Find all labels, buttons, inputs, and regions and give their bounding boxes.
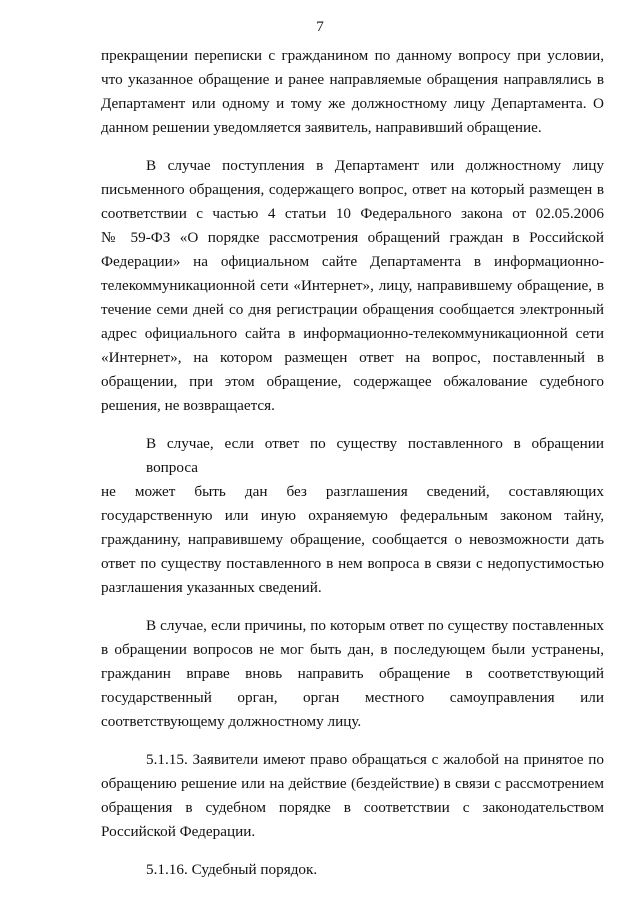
text-line: прекращении переписки с гражданином по данному вопросу при условии,	[101, 47, 604, 64]
text-line: обращению решение или на действие (бездействие) в связи с рассмотрением	[101, 775, 604, 792]
text-line: в обращении вопросов не мог быть дан, в последующем были устранены,	[101, 641, 604, 658]
text-line: гражданин вправе вновь направить обращение в соответствующий	[101, 665, 604, 682]
text-line: не может быть дан без разглашения сведений, составляющих	[101, 483, 604, 500]
paragraph-5-1-16	[101, 858, 604, 882]
text-line: соответствующему должностному лицу.	[101, 713, 362, 730]
text-line: обращения в судебном порядке в соответствии с законодательством	[101, 799, 604, 816]
page-number: 7	[316, 18, 324, 35]
text-line: Российской Федерации.	[101, 823, 256, 840]
text-line: обращении, при этом обращение, содержащее обжалование судебного	[101, 373, 604, 390]
text-line: № 59-ФЗ «О порядке рассмотрения обращений граждан в Российской	[101, 229, 604, 246]
paragraph-secret-info	[101, 432, 604, 600]
text-line: В случае, если причины, по которым ответ по существу поставленных	[146, 617, 604, 634]
text-line: письменного обращения, содержащего вопрос, ответ на который размещен в	[101, 181, 604, 198]
text-line: течение семи дней со дня регистрации обращения сообщается электронный	[101, 301, 604, 318]
text-line: адрес официального сайта в информационно-телекоммуникационной сети	[101, 325, 604, 342]
text-line: решения, не возвращается.	[101, 397, 275, 414]
text-line: Департамент или одному и тому же должностному лицу Департамента. О	[101, 95, 604, 112]
paragraph-website-answer	[101, 154, 604, 418]
text-line: телекоммуникационной сети «Интернет», лицу, направившему обращение, в	[101, 277, 604, 294]
text-line: государственный орган, орган местного самоуправления или	[101, 689, 604, 706]
paragraph-5-1-15	[101, 748, 604, 844]
text-line: ответ по существу поставленного в нем вопроса в связи с недопустимостью	[101, 555, 604, 572]
text-line: В случае, если ответ по существу поставленного в обращении вопроса	[146, 435, 604, 476]
text-line: соответствии с частью 4 статьи 10 Федерального закона от 02.05.2006	[101, 205, 604, 222]
text-line: данном решении уведомляется заявитель, направивший обращение.	[101, 119, 542, 136]
text-line: разглашения указанных сведений.	[101, 579, 322, 596]
paragraph-continuation	[101, 44, 604, 140]
text-line: 5.1.16. Судебный порядок.	[146, 861, 318, 878]
text-line: что указанное обращение и ранее направляемые обращения направлялись в	[101, 71, 604, 88]
text-line: Федерации» на официальном сайте Департамента в информационно-	[101, 253, 604, 270]
text-line: 5.1.15. Заявители имеют право обращаться с жалобой на принятое по	[146, 751, 604, 768]
paragraph-reasons-removed	[101, 614, 604, 734]
text-line: государственную или иную охраняемую федеральным законом тайну,	[101, 507, 604, 524]
text-line: гражданину, направившему обращение, сообщается о невозможности дать	[101, 531, 604, 548]
text-line: В случае поступления в Департамент или должностному лицу	[146, 157, 604, 174]
text-line: «Интернет», на котором размещен ответ на вопрос, поставленный в	[101, 349, 604, 366]
document-body	[101, 44, 604, 882]
